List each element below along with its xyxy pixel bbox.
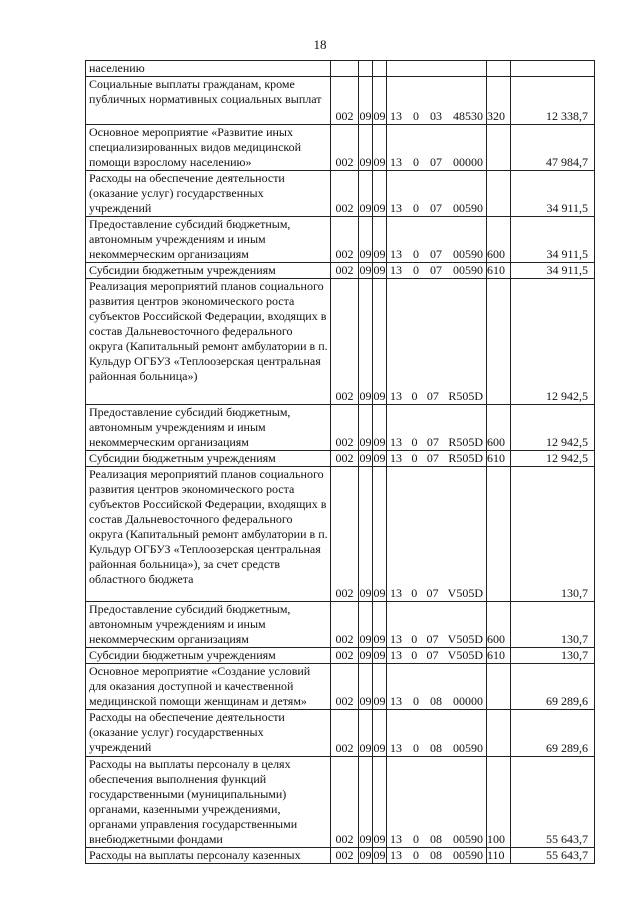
- table-row: [86, 710, 595, 757]
- ved-code: 002: [331, 279, 359, 405]
- section-code: 09: [359, 451, 372, 465]
- target-article-part: R505D: [448, 389, 483, 403]
- amount: 34 911,5: [511, 217, 595, 263]
- table-row: [86, 217, 595, 263]
- row-name: Субсидии бюджетным учреждениям: [86, 648, 331, 664]
- target-article-code: [387, 405, 487, 451]
- table-row: [86, 279, 595, 405]
- target-article-part: 0: [411, 451, 418, 465]
- target-article-part: R505D: [448, 435, 483, 449]
- target-article-part: 13: [390, 648, 402, 662]
- table-body: [86, 61, 595, 864]
- subsection-code: [373, 61, 387, 77]
- target-article-part: 0: [413, 741, 419, 755]
- target-article-part: 00590: [453, 848, 483, 862]
- section-code: [359, 61, 373, 77]
- target-article-part: 13: [390, 389, 402, 403]
- target-article-part: 13: [390, 832, 402, 846]
- subsection-code: 09: [373, 77, 387, 125]
- target-article-part: 03: [430, 109, 442, 123]
- expense-type-code: 610: [487, 263, 511, 279]
- expense-type-code: 320: [487, 77, 511, 125]
- table-row: [86, 648, 595, 664]
- row-name: Основное мероприятие «Создание условий для оказания доступной и качественной медицинской помощи женщинам и детям»: [86, 664, 331, 710]
- ved-code: 002: [331, 710, 359, 757]
- amount: 12 338,7: [511, 77, 595, 125]
- section-code: 09: [359, 757, 373, 848]
- section-code: 09: [359, 125, 373, 171]
- table-row: [86, 405, 595, 451]
- amount: 130,7: [511, 602, 595, 648]
- expense-type-code: 110: [487, 848, 511, 864]
- section-code: 09: [359, 171, 373, 217]
- target-article-code: [387, 279, 487, 405]
- target-article-code: [387, 467, 487, 602]
- target-article-part: 07: [430, 247, 442, 261]
- target-article-code: [387, 451, 487, 467]
- target-article-part: 0: [413, 848, 419, 862]
- target-article-part: 0: [413, 109, 419, 123]
- table-row: [86, 602, 595, 648]
- target-article-part: 13: [390, 155, 402, 169]
- table-row: [86, 171, 595, 217]
- target-article-part: 00000: [453, 155, 483, 169]
- subsection-code: 09: [373, 664, 387, 710]
- target-article-part: 00590: [453, 263, 483, 277]
- row-name: Социальные выплаты гражданам, кроме публичных нормативных социальных выплат: [86, 77, 331, 125]
- target-article-code: [387, 61, 487, 77]
- section-code: 09: [359, 263, 372, 277]
- ved-code: 002: [331, 125, 359, 171]
- target-article-part: 08: [430, 832, 442, 846]
- table-row: [86, 451, 595, 467]
- target-article-part: 13: [390, 741, 402, 755]
- target-article-part: 0: [413, 247, 419, 261]
- section-code: 09: [359, 467, 373, 602]
- target-article-part: 07: [426, 586, 439, 600]
- target-article-part: 13: [390, 201, 402, 215]
- ved-code: [331, 61, 359, 77]
- subsection-code: 09: [373, 848, 386, 862]
- page-number: 18: [313, 37, 327, 52]
- target-article-part: 00590: [453, 741, 483, 755]
- target-article-code: [387, 217, 487, 263]
- target-article-part: 13: [390, 451, 402, 465]
- expense-type-code: 610: [487, 648, 511, 664]
- target-article-part: 00590: [453, 832, 483, 846]
- row-name: Реализация мероприятий планов социального развития центров экономического роста субъектов Российской Федерации, входящих в состав Дальневосточного федерального округа (Капитальный ремонт амбулатории в п. Кульдур ОГБУЗ «Теплоозерская центральная районная больница»), за счет средств областного бюджета: [86, 467, 331, 602]
- target-article-code: [387, 125, 487, 171]
- amount: 69 289,6: [511, 710, 595, 757]
- ved-code: 002: [331, 648, 359, 664]
- target-article-code: [387, 77, 487, 125]
- target-article-part: V505D: [447, 586, 483, 600]
- expense-type-code: 100: [487, 757, 511, 848]
- row-name: населению: [86, 61, 331, 77]
- amount: [511, 61, 595, 77]
- target-article-code: [387, 664, 487, 710]
- row-name: Расходы на выплаты персоналу казенных: [86, 848, 331, 864]
- section-code: 09: [359, 217, 373, 263]
- target-article-part: 0: [411, 586, 418, 600]
- target-article-code: [387, 171, 487, 217]
- target-article-part: 0: [411, 389, 418, 403]
- target-article-part: 13: [390, 632, 402, 646]
- target-article-code: [387, 602, 487, 648]
- target-article-part: 08: [430, 848, 442, 862]
- target-article-part: 07: [426, 451, 439, 465]
- expense-type-code: 600: [487, 405, 511, 451]
- target-article-part: 0: [411, 632, 418, 646]
- target-article-part: 13: [390, 247, 402, 261]
- target-article-part: 00000: [453, 694, 483, 708]
- table-row: [86, 77, 595, 125]
- subsection-code: 09: [373, 757, 387, 848]
- ved-code: 002: [331, 848, 359, 864]
- target-article-part: 08: [430, 741, 442, 755]
- target-article-code: [387, 848, 487, 864]
- subsection-code: 09: [373, 405, 387, 451]
- ved-code: 002: [331, 405, 359, 451]
- section-code: 09: [359, 664, 373, 710]
- target-article-part: 13: [390, 435, 402, 449]
- ved-code: 002: [331, 263, 359, 279]
- table-row: [86, 757, 595, 848]
- target-article-part: 00590: [453, 247, 483, 261]
- table-row: [86, 848, 595, 864]
- target-article-part: 0: [413, 201, 419, 215]
- target-article-part: V505D: [447, 632, 483, 646]
- expense-type-code: [487, 279, 511, 405]
- table-row: [86, 664, 595, 710]
- expense-type-code: [487, 61, 511, 77]
- row-name: Расходы на выплаты персоналу в целях обеспечения выполнения функций государственными (муниципальными) органами, казенными учреждениями, органами управления государственными внебюджетными фондами: [86, 757, 331, 848]
- target-article-part: 08: [430, 694, 442, 708]
- target-article-part: 07: [426, 648, 439, 662]
- row-name: Предоставление субсидий бюджетным, автономным учреждениям и иным некоммерческим организациям: [86, 602, 331, 648]
- expense-type-code: 600: [487, 602, 511, 648]
- amount: 55 643,7: [511, 848, 595, 864]
- amount: 12 942,5: [511, 451, 595, 467]
- row-name: Предоставление субсидий бюджетным, автономным учреждениям и иным некоммерческим организациям: [86, 217, 331, 263]
- section-code: 09: [359, 602, 373, 648]
- amount: 130,7: [511, 648, 595, 664]
- row-name: Предоставление субсидий бюджетным, автономным учреждениям и иным некоммерческим организациям: [86, 405, 331, 451]
- target-article-part: V505D: [447, 648, 483, 662]
- subsection-code: 09: [373, 217, 387, 263]
- ved-code: 002: [331, 467, 359, 602]
- expense-type-code: [487, 171, 511, 217]
- target-article-part: 13: [390, 263, 402, 277]
- target-article-code: [387, 757, 487, 848]
- expense-type-code: [487, 467, 511, 602]
- expense-type-code: [487, 125, 511, 171]
- row-name: Субсидии бюджетным учреждениям: [86, 451, 331, 467]
- ved-code: 002: [331, 217, 359, 263]
- amount: 130,7: [511, 467, 595, 602]
- amount: 12 942,5: [511, 405, 595, 451]
- subsection-code: 09: [373, 467, 387, 602]
- section-code: 09: [359, 710, 373, 757]
- target-article-part: 07: [430, 155, 442, 169]
- row-name: Расходы на обеспечение деятельности (оказание услуг) государственных учреждений: [86, 710, 331, 757]
- target-article-part: 07: [426, 632, 439, 646]
- target-article-code: [387, 710, 487, 757]
- target-article-part: 07: [426, 389, 439, 403]
- target-article-part: 13: [390, 109, 402, 123]
- expense-type-code: 600: [487, 217, 511, 263]
- target-article-part: 0: [413, 694, 419, 708]
- subsection-code: 09: [373, 648, 386, 662]
- table-row: [86, 61, 595, 77]
- section-code: 09: [359, 405, 373, 451]
- subsection-code: 09: [373, 279, 387, 405]
- target-article-part: R505D: [448, 451, 483, 465]
- target-article-part: 0: [413, 263, 419, 277]
- amount: 69 289,6: [511, 664, 595, 710]
- target-article-part: 00590: [453, 201, 483, 215]
- row-name: Субсидии бюджетным учреждениям: [86, 263, 331, 279]
- table-row: [86, 263, 595, 279]
- expense-type-code: 610: [487, 451, 511, 467]
- row-name: Основное мероприятие «Развитие иных специализированных видов медицинской помощи взрослому населению»: [86, 125, 331, 171]
- table-row: [86, 467, 595, 602]
- amount: 12 942,5: [511, 279, 595, 405]
- amount: 34 911,5: [511, 263, 595, 279]
- ved-code: 002: [331, 451, 359, 467]
- amount: 47 984,7: [511, 125, 595, 171]
- target-article-part: 13: [390, 848, 402, 862]
- target-article-part: 0: [411, 648, 418, 662]
- subsection-code: 09: [373, 602, 387, 648]
- ved-code: 002: [331, 664, 359, 710]
- target-article-part: 0: [413, 832, 419, 846]
- target-article-part: 07: [430, 263, 442, 277]
- target-article-code: [387, 263, 487, 279]
- budget-table: [85, 60, 595, 864]
- target-article-part: 07: [426, 435, 439, 449]
- ved-code: 002: [331, 171, 359, 217]
- section-code: 09: [359, 848, 372, 862]
- section-code: 09: [359, 77, 373, 125]
- subsection-code: 09: [373, 263, 386, 277]
- subsection-code: 09: [373, 451, 386, 465]
- target-article-part: 07: [430, 201, 442, 215]
- target-article-part: 13: [390, 586, 402, 600]
- target-article-part: 48530: [453, 109, 483, 123]
- table-row: [86, 125, 595, 171]
- subsection-code: 09: [373, 171, 387, 217]
- subsection-code: 09: [373, 710, 387, 757]
- ved-code: 002: [331, 602, 359, 648]
- ved-code: 002: [331, 77, 359, 125]
- section-code: 09: [359, 279, 373, 405]
- section-code: 09: [359, 648, 372, 662]
- expense-type-code: [487, 664, 511, 710]
- amount: 55 643,7: [511, 757, 595, 848]
- row-name: Реализация мероприятий планов социального развития центров экономического роста субъектов Российской Федерации, входящих в состав Дальневосточного федерального округа (Капитальный ремонт амбулатории в п. Кульдур ОГБУЗ «Теплоозерская центральная районная больница»): [86, 279, 331, 405]
- ved-code: 002: [331, 757, 359, 848]
- row-name: Расходы на обеспечение деятельности (оказание услуг) государственных учреждений: [86, 171, 331, 217]
- expense-type-code: [487, 710, 511, 757]
- target-article-part: 0: [413, 155, 419, 169]
- target-article-code: [387, 648, 487, 664]
- target-article-part: 0: [411, 435, 418, 449]
- subsection-code: 09: [373, 125, 387, 171]
- amount: 34 911,5: [511, 171, 595, 217]
- target-article-part: 13: [390, 694, 402, 708]
